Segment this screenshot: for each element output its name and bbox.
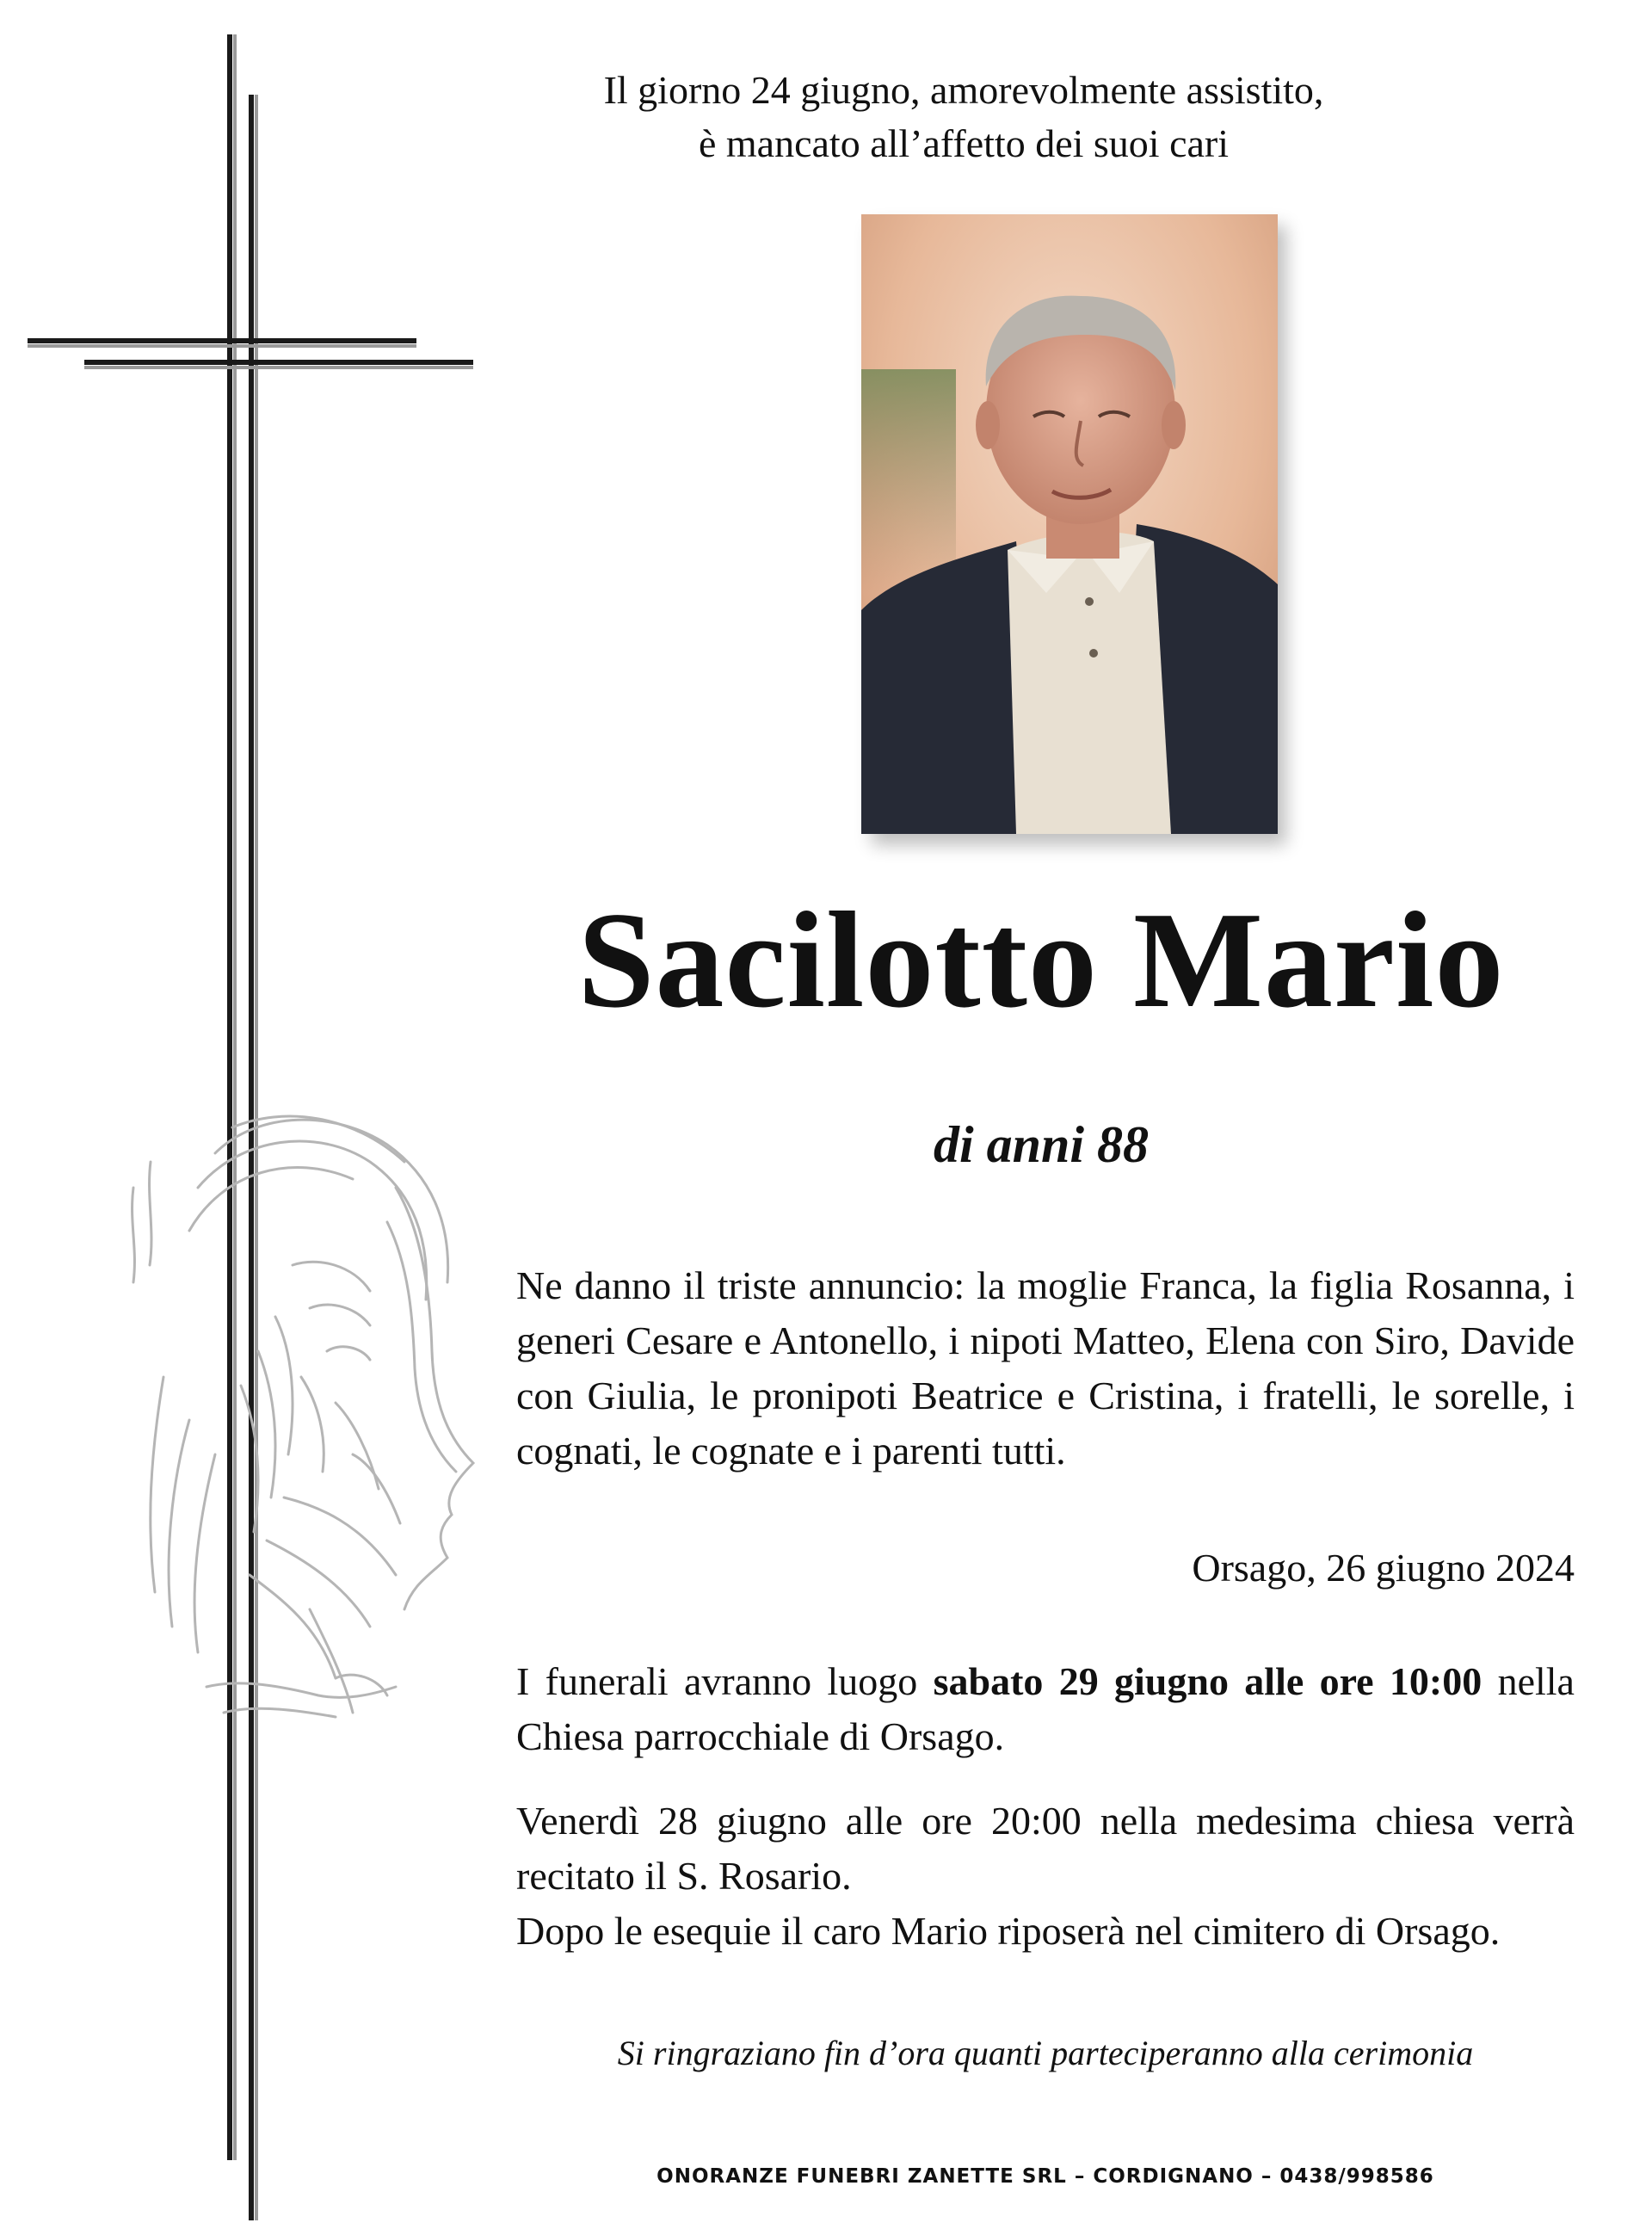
thanks-text: Si ringraziano fin d’ora quanti parteciperanno alla cerimonia [617,2034,1474,2072]
deceased-age: di anni 88 [933,1116,1150,1173]
rosary-info: Venerdì 28 giugno alle ore 20:00 nella medesima chiesa verrà recitato il S. Rosario. [516,1799,1575,1898]
intro-line-2: è mancato all’affetto dei suoi cari [698,121,1230,165]
intro-line-1: Il giorno 24 giugno, amorevolmente assistito, [603,68,1324,112]
place-date: Orsago, 26 giugno 2024 [1192,1546,1575,1590]
funeral-intro: I funerali avranno luogo [516,1659,934,1703]
funeral-time: sabato 29 giugno alle ore 10:00 [933,1659,1482,1703]
announcement-text: Ne danno il triste annuncio: la moglie Franca, la figlia Rosanna, i generi Cesare e Antonello, i nipoti Matteo, Elena con Siro, Davide con Giulia, le pronipoti Beatrice e Cristina, i fratelli, le sorelle, i cognati, le cognate e i parenti tutti. [516,1263,1575,1473]
funeral-place: nella Chiesa parrocchiale di Orsago. [516,1659,1575,1758]
christ-sketch-icon [112,1093,490,1747]
burial-info: Dopo le esequie il caro Mario riposerà nel cimitero di Orsago. [516,1909,1501,1953]
funeral-info [516,1654,1575,1764]
intro-text [516,64,1411,170]
portrait-photo [861,214,1278,834]
deceased-name: Sacilotto Mario [577,883,1505,1036]
funeral-home-footer: ONORANZE FUNEBRI ZANETTE SRL – CORDIGNANO – 0438/998586 [656,2165,1434,2188]
